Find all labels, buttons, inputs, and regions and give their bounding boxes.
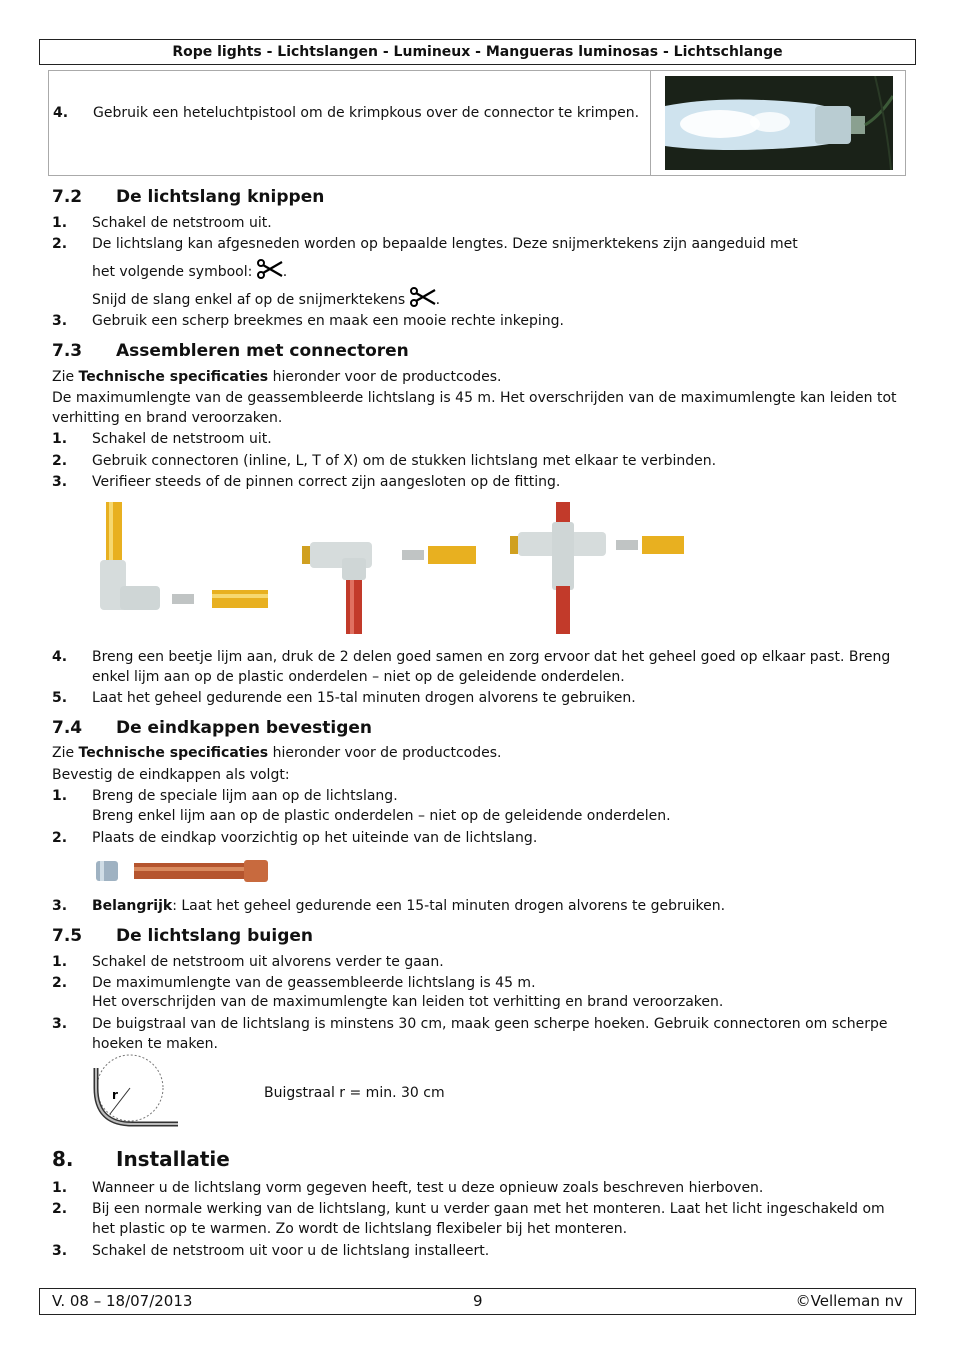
paragraph: Zie Technische specificaties hieronder voor de productcodes. bbox=[52, 369, 502, 385]
scissors-icon bbox=[257, 259, 283, 279]
shrink-tube-photo bbox=[665, 76, 893, 170]
scissors-icon bbox=[410, 287, 436, 307]
paragraph: De maximumlengte van de geassembleerde lichtslang is 45 m. Het overschrijden van de maximumlengte kan leiden tot verhitting en brand veroorzaken. bbox=[52, 390, 897, 426]
bend-radius-diagram bbox=[90, 1054, 180, 1128]
radius-label: r bbox=[112, 1088, 118, 1102]
x-connector-photo bbox=[510, 502, 684, 634]
list-item-cont: Snijd de slang enkel af op de snijmerktekens . bbox=[92, 287, 912, 310]
bend-radius-caption: Buigstraal r = min. 30 cm bbox=[264, 1085, 445, 1101]
section-7-5-heading: 7.5 De lichtslang buigen bbox=[52, 926, 314, 946]
page-header bbox=[39, 39, 916, 65]
footer-page-number: 9 bbox=[473, 1292, 483, 1310]
section-7-4-heading: 7.4 De eindkappen bevestigen bbox=[52, 718, 373, 738]
list-item-cont: Breng enkel lijm aan op de plastic onderdelen – niet op de geleidende onderdelen. bbox=[92, 808, 671, 824]
footer-version: V. 08 – 18/07/2013 bbox=[52, 1292, 193, 1310]
footer-copyright: ©Velleman nv bbox=[795, 1292, 903, 1310]
step-table bbox=[48, 70, 906, 176]
list-item-cont: Het overschrijden van de maximumlengte kan leiden tot verhitting en brand veroorzaken. bbox=[92, 994, 724, 1010]
step-text: Gebruik een heteluchtpistool om de krimpkous over de connector te krimpen. bbox=[93, 105, 640, 121]
t-connector-photo bbox=[302, 502, 476, 634]
paragraph: Zie Technische specificaties hieronder voor de productcodes. bbox=[52, 745, 502, 761]
end-cap-photo bbox=[94, 858, 270, 884]
step-number: 4. bbox=[53, 105, 69, 121]
section-7-3-heading: 7.3 Assembleren met connectoren bbox=[52, 341, 409, 361]
section-8-heading: 8. Installatie bbox=[52, 1147, 230, 1171]
page-footer bbox=[39, 1288, 916, 1315]
paragraph: Bevestig de eindkappen als volgt: bbox=[52, 767, 290, 783]
l-connector-photo bbox=[94, 502, 268, 634]
header-title: Rope lights - Lichtslangen - Lumineux - Mangueras luminosas - Lichtschlange bbox=[172, 44, 783, 60]
list-item-cont: het volgende symbool: . bbox=[92, 259, 912, 282]
section-7-2-heading: 7.2 De lichtslang knippen bbox=[52, 187, 325, 207]
table-divider bbox=[650, 71, 651, 175]
